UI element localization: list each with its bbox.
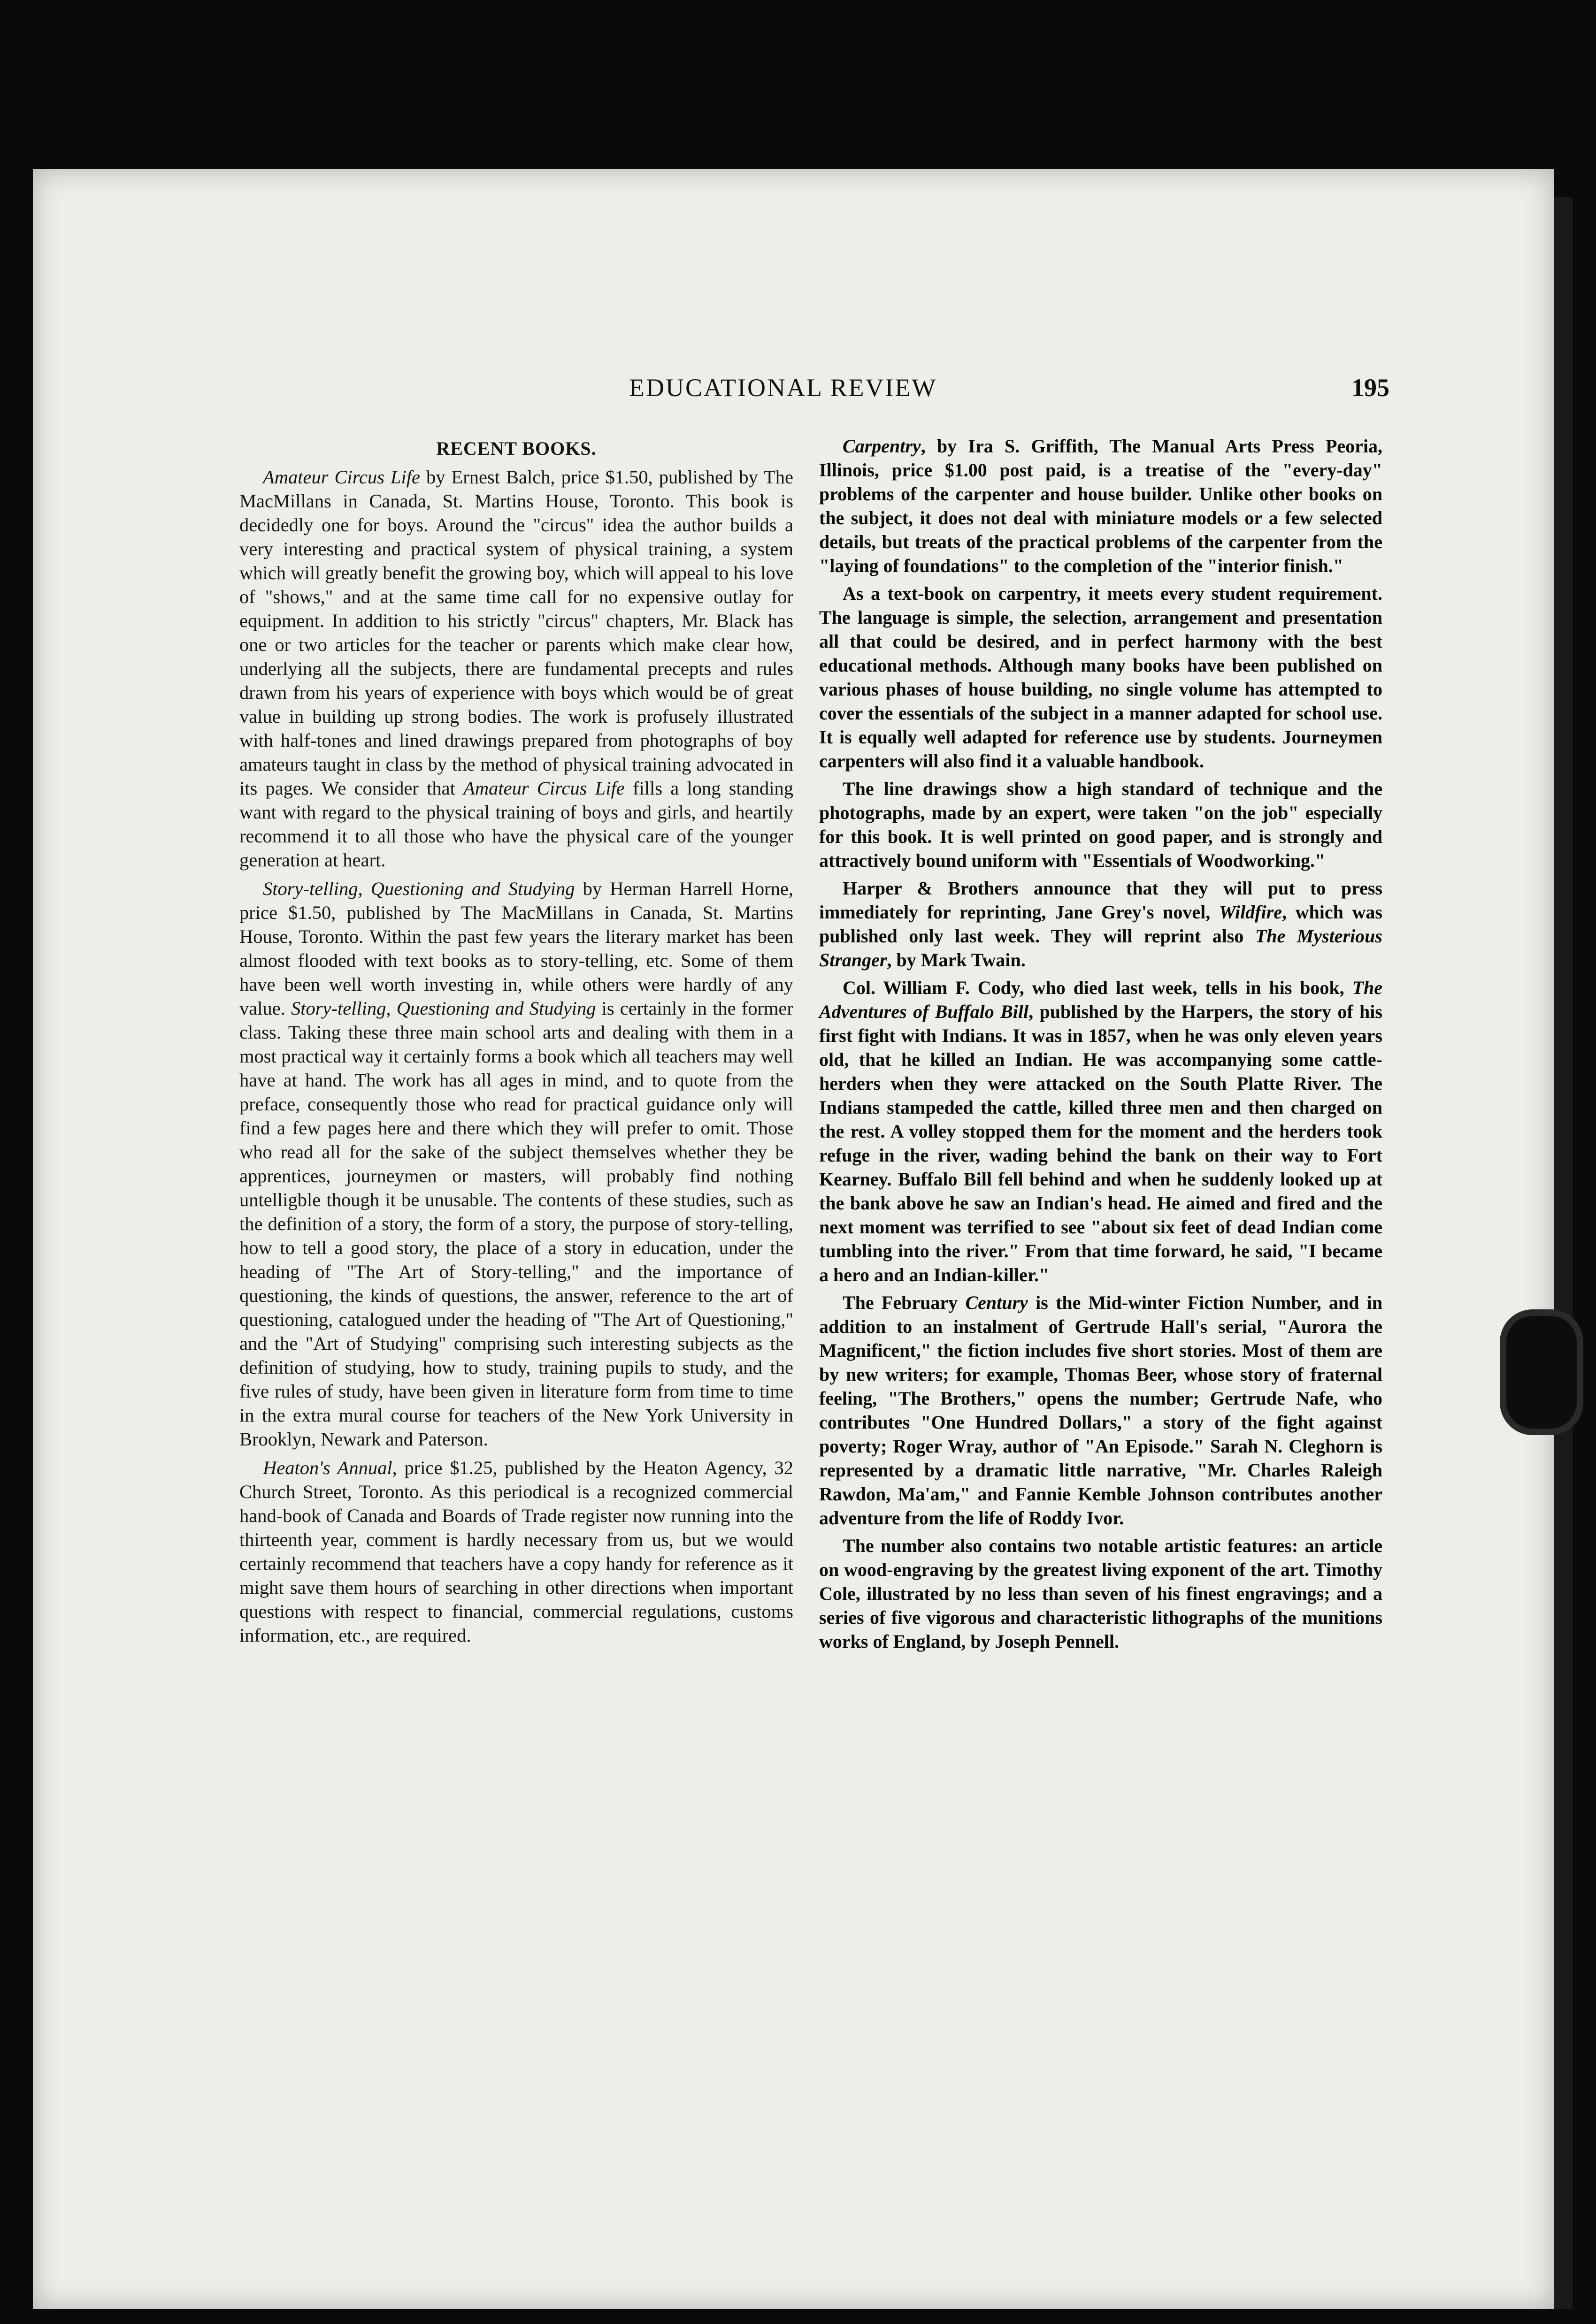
left-column <box>239 436 793 1652</box>
section-heading: RECENT BOOKS. <box>436 438 597 459</box>
book-title: Wildfire <box>1219 902 1282 923</box>
page-header <box>239 373 1394 411</box>
book-title: Story-telling, Questioning and Studying <box>263 878 575 899</box>
book-title: Amateur Circus Life <box>463 778 625 799</box>
book-title: Carpentry <box>843 436 921 457</box>
review-amateur-circus-life: Amateur Circus Life by Ernest Balch, price $1.50, published by The MacMillans in Canada, St. Martins House, Toronto. This book is decidedly one for boys. Around the "circus" idea the author builds a very interesting and practical system of physical training, a system which will greatly benefit the growing boy, which will appeal to his love of "shows," and at the same time call for no expensive outlay for equipment. In addition to his strictly "circus" chapters, Mr. Black has one or two articles for the teacher or parents which make clear how, underlying all the subjects, there are fundamental precepts and rules drawn from his years of experience with boys which would be of great value in building up strong bodies. The work is profusely illustrated with half-tones and lined drawings prepared from photographs of boy amateurs taught in class by the method of physical training advocated in its pages. We consider that Amateur Circus Life fills a long standing want with regard to the physical training of boys and girls, and heartily recommend it to all those who have the physical care of the younger generation at heart. <box>239 466 794 871</box>
carpentry-paragraph-2: As a text-book on carpentry, it meets every student requirement. The language is simple, the selection, arrangement and presentation all that could be desired, and in perfect harmony with the best educational methods. Although many books have been published on various phases of house building, no single volume has attempted to cover the essentials of the subject in a manner adapted for school use. It is equally well adapted for reference use by students. Journeymen carpenters will also find it a valuable handbook. <box>819 583 1382 772</box>
review-heatons-annual: Heaton's Annual, price $1.25, published by the Heaton Agency, 32 Church Street, Toronto. As this periodical is a recognized commercial hand-book of Canada and Boards of Trade register now running into the thirteenth year, comment is hardly necessary from us, but we would certainly recommend that teachers have a copy handy for reference as it might save them hours of searching in other directions when important questions with respect to financial, commercial regulations, customs information, etc., are required. <box>239 1457 793 1646</box>
book-title: The Mysterious Stranger <box>819 925 1382 971</box>
book-title: Heaton's Annual <box>263 1457 392 1478</box>
book-title: Story-telling, Questioning and Studying <box>291 998 596 1019</box>
century-features: The number also contains two notable artistic features: an article on wood-engraving by the greatest living exponent of the art. Timothy Cole, illustrated by no less than seven of his finest engravings; and a series of five vigorous and characteristic lithographs of the munitions works of England, by Joseph Pennell. <box>819 1535 1382 1652</box>
century-notice: The February Century is the Mid-winter Fiction Number, and in addition to an instalment of Gertrude Hall's serial, "Aurora the Magnificent," the fiction includes five short stories. Most of them are by new writers; for example, Thomas Beer, whose story of fraternal feeling, "The Brothers," opens the number; Gertrude Nafe, who contributes "One Hundred Dollars," a story of the fight against poverty; Roger Wray, author of "An Episode." Sarah N. Cleghorn is represented by a dramatic little narrative, "Mr. Charles Raleigh Rawdon, Ma'am," and Fannie Kemble Johnson contributes another adventure from the life of Roddy Ivor. <box>819 1292 1382 1529</box>
review-story-telling: Story-telling, Questioning and Studying by Herman Harrell Horne, price $1.50, published by The MacMillans in Canada, St. Martins House, Toronto. Within the past few years the literary market has been almost flooded with text books as to story-telling, etc. Some of them have been well worth investing in, while others were hardly of any value. Story-telling, Questioning and Studying is certainly in the former class. Taking these three main school arts and dealing with them in a most practical way it certainly forms a book which all teachers may well have at hand. The work has all ages in mind, and to quote from the preface, consequently those who read for practical guidance only will find a few pages here and there which they will prefer to omit. Those who read all for the sake of the subject themselves whether they be apprentices, journeymen or masters, will probably find nothing untelligble though it be unusable. The contents of these studies, such as the definition of a story, the form of a story, the purpose of story-telling, how to tell a good story, the place of a story in education, under the heading of "The Art of Story-telling," and the importance of questioning, the kinds of questions, the answer, reference to the art of questioning, catalogued under the heading of "The Art of Questioning," and the "Art of Studying" comprising such interesting subjects as the definition of studying, how to study, training pupils to study, and the five rules of study, have been given in literature form from time to time in the extra mural course for teachers of the New York University in Brooklyn, Newark and Paterson. <box>239 878 793 1450</box>
review-carpentry: Carpentry, by Ira S. Griffith, The Manual Arts Press Peoria, Illinois, price $1.00 post paid, is a treatise of the "every-day" problems of the carpenter and house builder. Unlike other books on the subject, it does not deal with miniature models or a few selected details, but treats of the practical problems of the carpenter from the "laying of foundations" to the completion of the "interior finish." <box>819 436 1382 576</box>
harper-brothers-notice: Harper & Brothers announce that they will put to press immediately for reprinting, Jane Grey's novel, Wildfire, which was published only last week. They will reprint also The Mysterious Stranger, by Mark Twain. <box>819 878 1382 971</box>
page-edge-shadow <box>1554 197 1573 2309</box>
binder-clip <box>1500 1309 1583 1435</box>
right-column <box>819 434 1382 1657</box>
magazine-title: Century <box>965 1292 1028 1313</box>
running-head: EDUCATIONAL REVIEW <box>629 374 937 402</box>
book-title: The Adventures of Buffalo Bill <box>819 977 1382 1022</box>
page-number: 195 <box>1351 374 1389 402</box>
buffalo-bill-notice: Col. William F. Cody, who died last week, tells in his book, The Adventures of Buffalo Bill, published by the Harpers, the story of his first fight with Indians. It was in 1857, when he was only eleven years old, that he killed an Indian. He was accompanying some cattle-herders when they were attacked on the South Platte River. The Indians stampeded the cattle, killed three men and then charged on the rest. A volley stopped them for the moment and the herders took refuge in the river, wading behind the bank on their way to Fort Kearney. Buffalo Bill fell behind and when he suddenly looked up at the bank above he saw an Indian's head. He aimed and fired and the next moment was terrified to see "about six feet of dead Indian come tumbling into the river." From that time forward, he said, "I became a hero and an Indian-killer." <box>819 977 1382 1285</box>
carpentry-paragraph-3: The line drawings show a high standard of technique and the photographs, made by an expert, were taken "on the job" especially for this book. It is well printed on good paper, and is strongly and attractively bound uniform with "Essentials of Woodworking." <box>819 778 1382 871</box>
book-title: Amateur Circus Life <box>263 466 420 488</box>
